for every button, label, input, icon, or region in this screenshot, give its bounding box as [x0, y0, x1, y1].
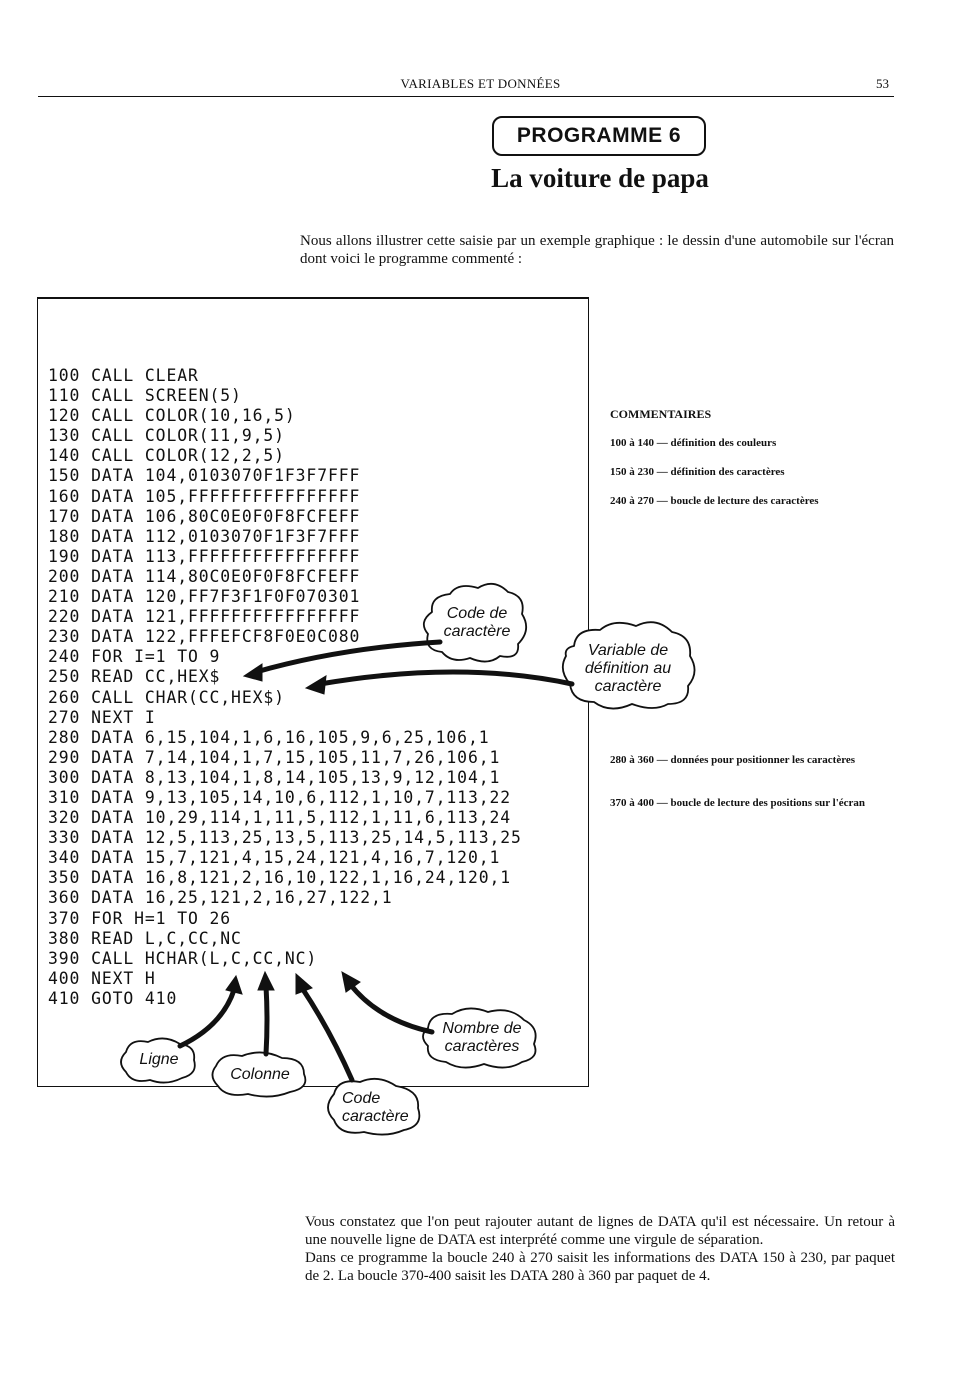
- arrow-variable-definition: [320, 672, 572, 684]
- conclusion-sentence: Vous constatez que l'on peut rajouter autant de lignes de DATA qu'il est nécessaire. Un retour à une nouvelle ligne de DATA est interprété comme une virgule de séparation.: [305, 1214, 895, 1248]
- listing-line: 120 CALL COLOR(10,16,5): [48, 406, 296, 426]
- listing-line: 350 DATA 16,8,121,2,16,10,122,1,16,24,120,1: [48, 868, 512, 888]
- listing-line: 140 CALL COLOR(12,2,5): [48, 446, 285, 466]
- arrowhead-variable-definition: [306, 676, 326, 694]
- bubble-text-line: caractère: [594, 678, 662, 695]
- listing-line: 310 DATA 9,13,105,14,10,6,112,1,10,7,113,22: [48, 787, 512, 807]
- bubble-text-line: caractère: [342, 1108, 409, 1125]
- listing-line: 360 DATA 16,25,121,2,16,27,122,1: [48, 888, 393, 908]
- listing-line: 250 READ CC,HEX$: [48, 667, 221, 687]
- arrowhead-code-de-caractere: [244, 664, 262, 681]
- program-badge: PROGRAMME 6: [492, 116, 706, 156]
- conclusion-paragraph: [305, 1213, 895, 1285]
- bubble-text-line: Code de: [446, 605, 508, 622]
- listing-line: 240 FOR I=1 TO 9: [48, 647, 221, 667]
- conclusion-sentence: Dans ce programme la boucle 240 à 270 saisit les informations des DATA 150 à 230, par paquet de 2. La boucle 370-400 saisit les DATA 280 à 360 par paquet de 4.: [305, 1250, 895, 1284]
- arrowhead-colonne: [258, 972, 274, 990]
- bubble-label-variable-definition: [566, 642, 690, 696]
- listing-line: 210 DATA 120,FF7F3F1F0F070301: [48, 587, 361, 607]
- listing-line: 270 NEXT I: [48, 707, 156, 727]
- bubble-text-line: caractère: [443, 623, 511, 640]
- listing-line: 130 CALL COLOR(11,9,5): [48, 426, 285, 446]
- arrow-nombre-caracteres: [350, 984, 432, 1032]
- bubble-text-line: Variable de: [587, 642, 669, 659]
- listing-line: 400 NEXT H: [48, 968, 156, 988]
- bubble-label-code-de-caractere: [430, 605, 524, 641]
- listing-line: 220 DATA 121,FFFFFFFFFFFFFFFF: [48, 607, 361, 627]
- comments-heading: COMMENTAIRES: [610, 407, 712, 421]
- listing-line: 100 CALL CLEAR: [48, 366, 199, 385]
- bubble-text-line: Colonne: [230, 1066, 290, 1083]
- bubble-text-line: définition au: [584, 660, 672, 677]
- bubble-text-line: Code: [342, 1090, 381, 1107]
- intro-paragraph: Nous allons illustrer cette saisie par un exemple graphique : le dessin d'une automobile sur l'écran dont voici le programme commenté :: [300, 233, 894, 267]
- arrow-colonne: [266, 986, 267, 1054]
- listing-line: 180 DATA 112,0103070F1F3F7FFF: [48, 526, 361, 546]
- listing-line: 370 FOR H=1 TO 26: [48, 908, 232, 928]
- bubble-label-nombre-caracteres: [426, 1020, 538, 1056]
- running-title: VARIABLES ET DONNÉES: [400, 76, 561, 91]
- listing-line: 200 DATA 114,80C0E0F0F8FCFEFF: [48, 566, 361, 586]
- comment-item: 100 à 140 — définition des couleurs: [610, 437, 777, 449]
- listing-line: 230 DATA 122,FFFEFCF8F0E0C080: [48, 627, 361, 647]
- listing-line: 390 CALL HCHAR(L,C,CC,NC): [48, 948, 318, 968]
- bubble-label-ligne: [124, 1051, 194, 1069]
- listing-line: 290 DATA 7,14,104,1,7,15,105,11,7,26,106,1: [48, 747, 501, 767]
- listing-line: 280 DATA 6,15,104,1,6,16,105,9,6,25,106,1: [48, 727, 490, 747]
- comment-item: 240 à 270 — boucle de lecture des caractères: [610, 495, 819, 507]
- listing-line: 340 DATA 15,7,121,4,15,24,121,4,16,7,120,1: [48, 848, 501, 868]
- arrowhead-code-caractere: [296, 974, 312, 994]
- listing-line: 330 DATA 12,5,113,25,13,5,113,25,14,5,113,25: [48, 828, 522, 848]
- listing-line: 320 DATA 10,29,114,1,11,5,112,1,11,6,113,24: [48, 808, 512, 828]
- bubble-text-line: caractères: [444, 1038, 520, 1055]
- listing-line: 300 DATA 8,13,104,1,8,14,105,13,9,12,104,1: [48, 767, 501, 787]
- comment-item: 280 à 360 — données pour positionner les caractères: [610, 754, 856, 766]
- bubble-label-code-caractere: [334, 1090, 428, 1126]
- page-number: 53: [876, 76, 889, 91]
- listing-line: 150 DATA 104,0103070F1F3F7FFF: [48, 466, 361, 486]
- listing-line: 380 READ L,C,CC,NC: [48, 928, 242, 948]
- listing-line: 170 DATA 106,80C0E0F0F8FCFEFF: [48, 506, 361, 526]
- program-title: La voiture de papa: [491, 163, 709, 193]
- bubble-text-line: Nombre de: [442, 1020, 522, 1037]
- comment-item: 150 à 230 — définition des caractères: [610, 466, 785, 478]
- bubble-text-line: Ligne: [139, 1051, 179, 1068]
- listing-line: 410 GOTO 410: [48, 988, 178, 1008]
- arrow-ligne: [180, 990, 234, 1046]
- bubble-label-colonne: [214, 1066, 306, 1084]
- listing-line: 160 DATA 105,FFFFFFFFFFFFFFFF: [48, 486, 361, 506]
- listing-line: 260 CALL CHAR(CC,HEX$): [48, 687, 285, 707]
- comment-item: 370 à 400 — boucle de lecture des positions sur l'écran: [610, 797, 866, 809]
- arrow-code-caractere: [302, 988, 352, 1080]
- listing-line: 190 DATA 113,FFFFFFFFFFFFFFFF: [48, 546, 361, 566]
- arrowhead-ligne: [226, 976, 242, 994]
- arrow-code-de-caractere: [256, 642, 440, 672]
- listing-line: 110 CALL SCREEN(5): [48, 386, 242, 406]
